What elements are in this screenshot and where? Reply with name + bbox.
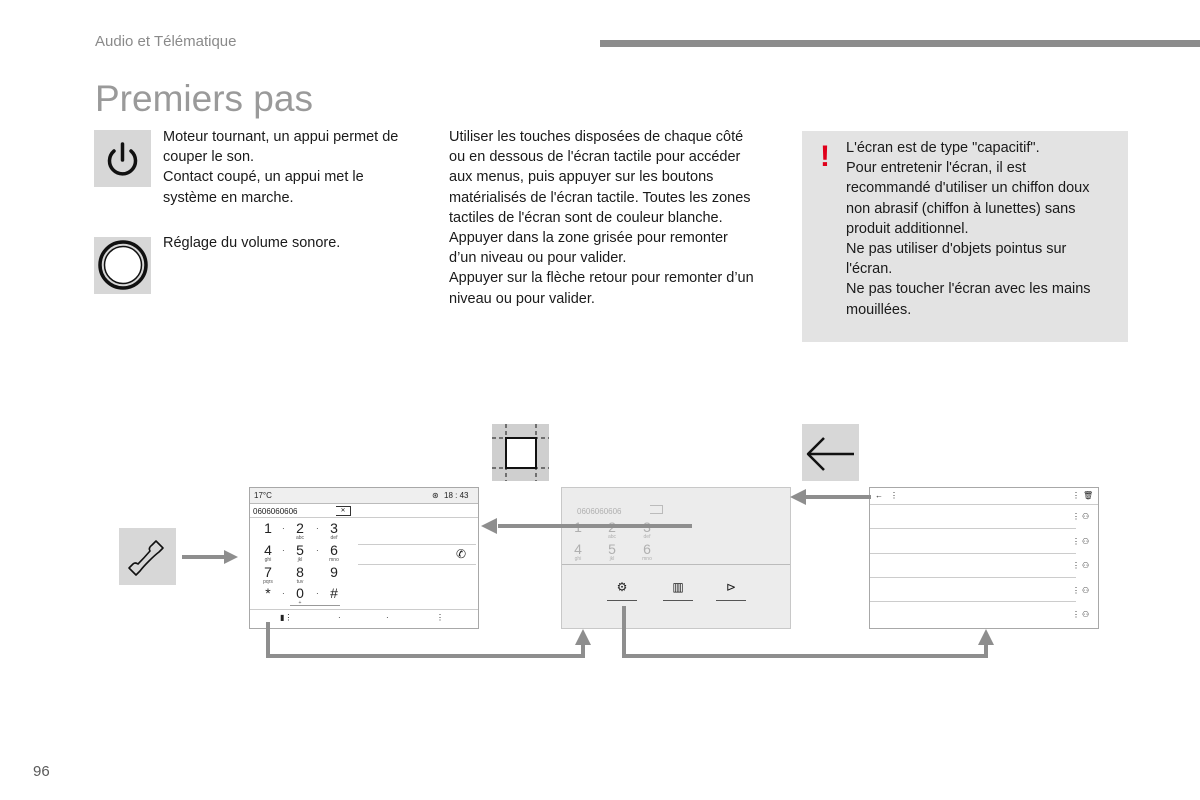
call-icon[interactable]: ✆: [456, 547, 467, 561]
key-letters: ghi: [264, 557, 272, 563]
contact-icon[interactable]: ⚇: [1082, 537, 1090, 546]
text-line: Moteur tournant, un appui permet de: [163, 129, 399, 145]
text-line: Ne pas utiliser d'objets pointus sur: [846, 241, 1067, 258]
key-letters: pqrs: [263, 579, 273, 585]
key-6: 6: [643, 541, 651, 557]
text-line: Contact coupé, un appui met le: [163, 169, 364, 186]
key-letters: mno: [642, 556, 652, 562]
key-separator: ·: [282, 589, 285, 598]
text-line: Ne pas toucher l'écran avec les mains: [846, 281, 1091, 298]
list-item-options[interactable]: ⋮: [1072, 561, 1080, 570]
text-line: recommandé d'utiliser un chiffon doux: [846, 180, 1090, 197]
more-options-icon[interactable]: ⋮: [436, 613, 444, 622]
key-letters: jkl: [297, 557, 303, 563]
key-1[interactable]: 1: [264, 520, 272, 536]
key-4[interactable]: 4: [264, 542, 272, 558]
text-line: Appuyer sur la flèche retour pour remonter d’un: [449, 270, 754, 287]
key-separator: ·: [316, 546, 319, 555]
play-button[interactable]: ⊳: [716, 580, 746, 601]
text-line: d’un niveau ou pour valider.: [449, 250, 627, 267]
key-0[interactable]: 0: [296, 585, 304, 601]
key-letters: abc: [607, 534, 617, 540]
bluetooth-button[interactable]: ⚙: [607, 580, 637, 601]
key-letters: +: [298, 600, 302, 606]
contact-icon[interactable]: ⚇: [1082, 512, 1090, 521]
trash-icon[interactable]: 🗑: [1083, 491, 1094, 500]
key-separator: ·: [282, 524, 285, 533]
key-2: 2: [608, 519, 616, 535]
key-separator: ·: [282, 546, 285, 555]
section-title: Audio et Télématique: [95, 33, 237, 50]
temperature: 17°C: [254, 491, 272, 500]
key-5[interactable]: 5: [296, 542, 304, 558]
text-line: produit additionnel.: [846, 220, 969, 237]
text-line: non abrasif (chiffon à lunettes) sans: [846, 200, 1076, 217]
backspace-icon[interactable]: ✕: [336, 506, 351, 516]
key-separator: ·: [316, 589, 319, 598]
menu-dot[interactable]: ·: [338, 613, 341, 622]
key-1: 1: [574, 519, 582, 535]
page-number: 96: [33, 763, 50, 780]
text-line: L'écran est de type "capacitif".: [846, 140, 1040, 156]
key-letters: def: [643, 534, 651, 540]
text-line: matérialisés de l'écran tactile. Toutes les zones: [449, 189, 751, 206]
back-arrow-icon[interactable]: ←: [875, 491, 883, 500]
key-letters: tuv: [296, 579, 304, 585]
key-9[interactable]: 9: [330, 564, 338, 580]
more-options-icon[interactable]: ⋮: [890, 491, 898, 500]
key-7[interactable]: 7: [264, 564, 272, 580]
text-line: tactiles de l'écran sont de couleur blanche.: [449, 209, 723, 226]
text-line: système en marche.: [163, 189, 294, 206]
key-4: 4: [574, 541, 582, 557]
key-5: 5: [608, 541, 616, 557]
text-line: ou en dessous de l'écran tactile pour accéder: [449, 149, 741, 166]
text-line: Appuyer dans la zone grisée pour remonter: [449, 230, 728, 247]
list-item-options[interactable]: ⋮: [1072, 610, 1080, 619]
list-item-options[interactable]: ⋮: [1072, 537, 1080, 546]
phone-list-button[interactable]: ▥: [663, 580, 693, 601]
text-line: Utiliser les touches disposées de chaque côté: [449, 129, 744, 145]
key-6[interactable]: 6: [330, 542, 338, 558]
text-line: couper le son.: [163, 149, 255, 166]
battery-icon[interactable]: ▮⋮: [280, 613, 293, 622]
key-3: 3: [643, 519, 651, 535]
warning-icon: !: [820, 140, 830, 173]
key-letters: def: [330, 535, 338, 541]
dialed-number: 0606060606: [577, 507, 622, 516]
key-letters: mno: [329, 557, 339, 563]
key-letters: abc: [295, 535, 305, 541]
text-line: mouillées.: [846, 301, 912, 318]
contact-icon[interactable]: ⚇: [1082, 586, 1090, 595]
contact-icon[interactable]: ⚇: [1082, 610, 1090, 619]
key-letters: ghi: [574, 556, 582, 562]
key-2[interactable]: 2: [296, 520, 304, 536]
key-8[interactable]: 8: [296, 564, 304, 580]
key-letters: jkl: [609, 556, 615, 562]
clock: 18 : 43: [444, 491, 469, 500]
text-line: aux menus, puis appuyer sur les boutons: [449, 169, 714, 186]
text-line: niveau ou pour valider.: [449, 290, 595, 307]
more-options-icon[interactable]: ⋮: [1072, 491, 1080, 500]
key-separator: ·: [316, 524, 319, 533]
settings-icon[interactable]: ⊛: [432, 491, 439, 500]
dialed-number: 0606060606: [253, 507, 298, 516]
text-line: Réglage du volume sonore.: [163, 235, 341, 251]
list-item-options[interactable]: ⋮: [1072, 512, 1080, 521]
key-star[interactable]: *: [265, 585, 271, 601]
menu-dot[interactable]: ·: [386, 613, 389, 622]
key-3[interactable]: 3: [330, 520, 338, 536]
text-line: l'écran.: [846, 261, 893, 278]
key-hash[interactable]: #: [330, 585, 338, 601]
contact-icon[interactable]: ⚇: [1082, 561, 1090, 570]
list-item-options[interactable]: ⋮: [1072, 586, 1080, 595]
text-line: Pour entretenir l'écran, il est: [846, 160, 1027, 177]
page-title: Premiers pas: [95, 78, 313, 119]
